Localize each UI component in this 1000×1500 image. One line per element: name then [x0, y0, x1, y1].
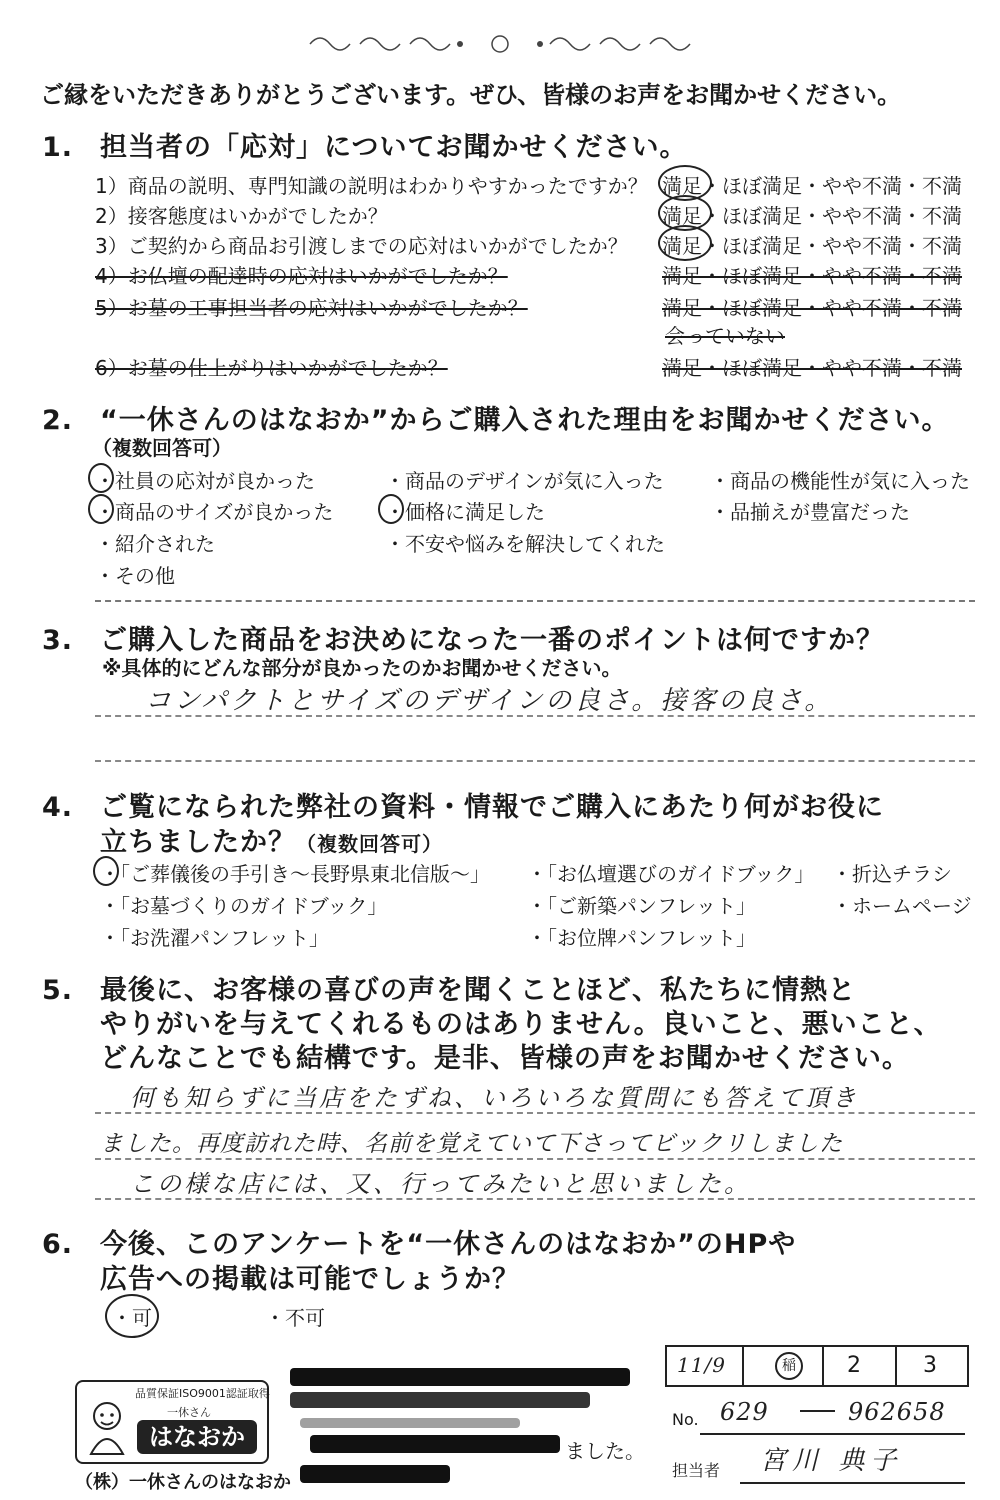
q4-choice-newhome[interactable]: ・「ご新築パンフレット」 — [527, 894, 756, 918]
q1-item-2-options[interactable]: 満足・ほぼ満足・やや不満・不満 — [662, 204, 962, 228]
q4-choice-ihai[interactable]: ・「お位牌パンフレット」 — [527, 926, 756, 950]
no-label: No. — [672, 1410, 699, 1429]
circle-mark-q4-funeral — [93, 856, 119, 886]
circle-mark-q6-yes — [105, 1294, 159, 1338]
q1-item-1: 1）商品の説明、専門知識の説明はわかりやすかったですか？ — [95, 174, 648, 198]
q1-item-5-not-met[interactable]: 会っていない — [665, 324, 785, 348]
number-dash — [800, 1410, 835, 1412]
q3-answer[interactable]: コンパクトとサイズのデザインの良さ。接客の良さ。 — [145, 686, 834, 716]
q1-item-4-options[interactable]: 満足・ほぼ満足・やや不満・不満 — [662, 264, 962, 288]
q4-choice-funeral[interactable]: ・「ご葬儀後の手引き〜長野県東北信版〜」 — [100, 862, 490, 886]
circle-mark-q2-size — [88, 494, 114, 524]
q1-item-3: 3）ご契約から商品お引渡しまでの応対はいかがでしたか？ — [95, 234, 628, 258]
q1-item-6-options[interactable]: 満足・ほぼ満足・やや不満・不満 — [662, 356, 962, 380]
q5-answer-line-2[interactable]: ました。再度訪れた時、名前を覚えていて下さってビックリしました — [100, 1131, 844, 1157]
q1-title: 担当者の「応対」についてお聞かせください。 — [100, 132, 688, 163]
redacted-block-2 — [290, 1392, 590, 1408]
record-divider-2 — [822, 1347, 824, 1385]
staff-label: 担当者 — [672, 1461, 721, 1480]
q1-item-3-options[interactable]: 満足・ほぼ満足・やや不満・不満 — [662, 234, 962, 258]
redacted-block-1 — [290, 1368, 630, 1386]
q2-note: （複数回答可） — [92, 436, 232, 460]
redacted-block-5 — [300, 1465, 450, 1483]
redacted-block-4 — [310, 1435, 560, 1453]
circle-mark-q2-staff — [88, 463, 114, 493]
q4-choice-grave[interactable]: ・「お墓づくりのガイドブック」 — [100, 894, 388, 918]
record-divider-3 — [895, 1347, 897, 1385]
circle-mark-q2-price — [378, 494, 404, 524]
q2-title: “一休さんのはなおか”からご購入された理由をお聞かせください。 — [100, 405, 950, 436]
q4-title-line-1: ご覧になられた弊社の資料・情報でご購入にあたり何がお役に — [100, 792, 884, 823]
q5-line-1: 最後に、お客様の喜びの声を聞くことほど、私たちに情熱と — [100, 975, 856, 1006]
seal-mark — [775, 1352, 803, 1380]
q2-number: 2. — [42, 405, 74, 436]
q4-choice-flyer[interactable]: ・折込チラシ — [832, 862, 952, 886]
q4-number: 4. — [42, 792, 74, 823]
redacted-block-3 — [300, 1418, 520, 1428]
q2-choice-referral[interactable]: ・紹介された — [95, 532, 215, 556]
q5-rule-3 — [95, 1198, 975, 1200]
q1-number: 1. — [42, 132, 74, 163]
decorative-ornament — [300, 30, 700, 58]
q5-rule-2 — [95, 1158, 975, 1160]
intro-text: ご縁をいただきありがとうございます。ぜひ、皆様のお声をお聞かせください。 — [40, 81, 902, 109]
company-name: （株）一休さんのはなおか — [75, 1472, 291, 1493]
q6-choice-no[interactable]: ・不可 — [265, 1306, 325, 1330]
q1-item-1-options[interactable]: 満足・ほぼ満足・やや不満・不満 — [662, 174, 962, 198]
q2-choice-function[interactable]: ・商品の機能性が気に入った — [710, 469, 970, 493]
q6-number: 6. — [42, 1229, 74, 1260]
q6-title-line-1: 今後、このアンケートを“一休さんのはなおか”のHPや — [100, 1229, 797, 1260]
q4-heading — [42, 785, 884, 824]
q6-choice-yes[interactable]: ・可 — [112, 1306, 152, 1330]
q1-item-4: 4）お仏壇の配達時の応対はいかがでしたか？ — [95, 264, 508, 288]
q1-item-5: 5）お墓の工事担当者の応対はいかがでしたか？ — [95, 296, 528, 320]
q3-title: ご購入した商品をお決めになった一番のポイントは何ですか？ — [100, 625, 884, 656]
staff-name[interactable]: 宮川 典子 — [760, 1446, 903, 1476]
q5-line-2: やりがいを与えてくれるものはありません。良いこと、悪いこと、 — [100, 1009, 942, 1040]
record-cell-3: 3 — [923, 1353, 937, 1378]
number-underline — [700, 1433, 965, 1435]
q2-choice-price[interactable]: ・価格に満足した — [385, 500, 545, 524]
record-box — [665, 1345, 969, 1387]
q5-answer-line-1[interactable]: 何も知らずに当店をたずね、いろいろな質問にも答えて頂き — [130, 1084, 859, 1112]
date-value[interactable]: 11/9 — [677, 1353, 726, 1377]
q5-line-3: どんなことでも結構です。是非、皆様の声をお聞かせください。 — [100, 1043, 910, 1074]
q2-choice-other[interactable]: ・その他 — [95, 564, 175, 588]
q2-choice-design[interactable]: ・商品のデザインが気に入った — [385, 469, 664, 493]
q5-answer-line-3[interactable]: この様な店には、又、行ってみたいと思いました。 — [130, 1170, 751, 1198]
q1-item-6: 6）お墓の仕上がりはいかがでしたか？ — [95, 356, 448, 380]
q5-rule-1 — [95, 1112, 975, 1114]
q1-item-5-options[interactable]: 満足・ほぼ満足・やや不満・不満 — [662, 296, 962, 320]
circle-mark-q1-3 — [658, 225, 712, 261]
q2-choice-staff[interactable]: ・社員の応対が良かった — [95, 469, 315, 493]
q2-choice-variety[interactable]: ・品揃えが豊富だった — [710, 500, 910, 524]
logo-small-text: 一休さん — [167, 1406, 211, 1419]
q6-heading — [42, 1222, 796, 1261]
logo-main-text: はなおか — [137, 1420, 257, 1454]
q1-heading — [42, 125, 687, 164]
certification-text: 品質保証ISO9001認証取得 — [135, 1387, 270, 1400]
record-cell-2: 2 — [847, 1353, 861, 1378]
staff-underline — [740, 1482, 965, 1484]
q1-item-2: 2）接客態度はいかがでしたか？ — [95, 204, 388, 228]
q3-answer-line-1 — [95, 715, 975, 717]
redacted-text-tail: ました。 — [565, 1439, 645, 1463]
q4-heading-2 — [100, 820, 443, 859]
q5-number: 5. — [42, 975, 74, 1006]
number-part-1[interactable]: 629 — [720, 1398, 769, 1426]
record-divider-1 — [742, 1347, 744, 1385]
seal-text: 稲 — [775, 1352, 803, 1380]
monk-mascot-icon — [83, 1398, 131, 1456]
q4-note: （複数回答可） — [296, 832, 443, 856]
q4-title-line-2: 立ちましたか？ — [100, 827, 296, 858]
q4-choice-homepage[interactable]: ・ホームページ — [832, 894, 972, 918]
q3-number: 3. — [42, 625, 74, 656]
q6-title-line-2: 広告への掲載は可能でしょうか？ — [100, 1264, 520, 1295]
number-part-2[interactable]: 962658 — [848, 1398, 946, 1426]
company-logo — [75, 1380, 269, 1464]
q3-note: ※具体的にどんな部分が良かったのかお聞かせください。 — [102, 656, 622, 680]
q2-choice-solved[interactable]: ・不安や悩みを解決してくれた — [385, 532, 665, 556]
q2-choice-size[interactable]: ・商品のサイズが良かった — [95, 500, 334, 524]
separator-q2 — [95, 600, 975, 602]
q3-answer-line-2 — [95, 760, 975, 762]
q4-choice-laundry[interactable]: ・「お洗濯パンフレット」 — [100, 926, 329, 950]
q4-choice-butsudan[interactable]: ・「お仏壇選びのガイドブック」 — [527, 862, 815, 886]
